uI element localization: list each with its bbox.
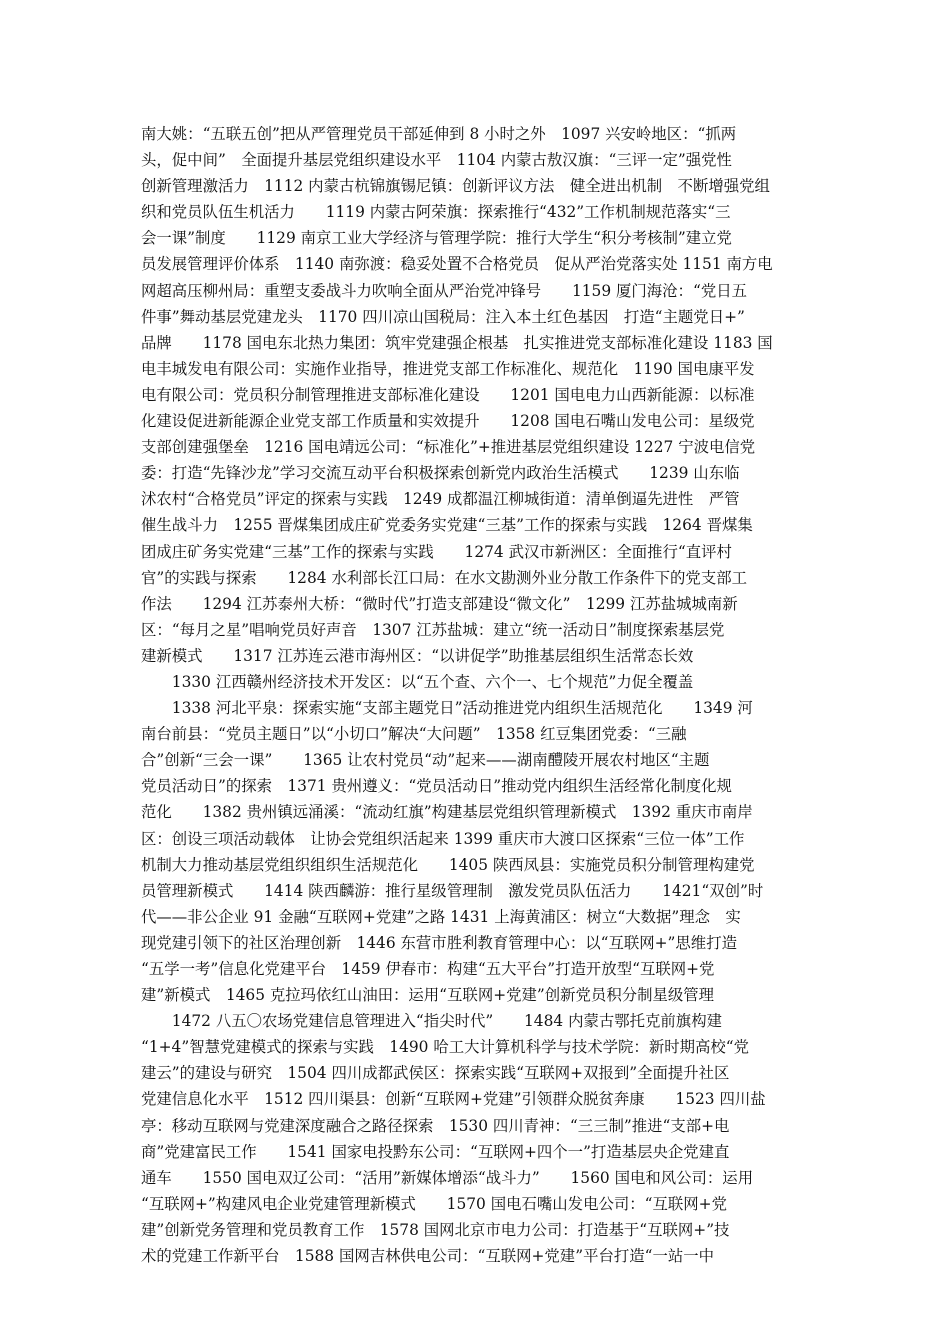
text-line: 品牌 1178 国电东北热力集团：筑牢党建强企根基 扎实推进党支部标准化建设 1183 国 [141,333,773,352]
text-line: 头，促中间” 全面提升基层党组织建设水平 1104 内蒙古敖汉旗：“三评一定”强党性 [141,151,732,170]
text-line: 范化 1382 贵州镇远涌溪：“流动红旗”构建基层党组织管理新模式 1392 重庆市南岸 [141,803,753,822]
text-line: 件事”舞动基层党建龙头 1170 四川凉山国税局：注入本土红色基因 打造“主题党日+” [141,307,745,326]
text-line: 建”创新党务管理和党员教育工作 1578 国网北京市电力公司：打造基于“互联网+”技 [141,1220,730,1239]
text-line: 作法 1294 江苏泰州大桥：“微时代”打造支部建设“微文化” 1299 江苏盐城城南新 [141,594,738,613]
paragraph-3 [141,1008,809,1269]
text-line: 沭农村“合格党员”评定的探索与实践 1249 成都温江柳城街道：清单倒逼先进性 严管 [141,490,740,509]
text-line: 支部创建强堡垒 1216 国电靖远公司：“标准化”+推进基层党组织建设 1227 宁波电信党 [141,438,756,457]
text-line: 党员活动日”的探索 1371 贵州遵义：“党员活动日”推动党内组织生活经常化制度化规 [141,777,732,796]
text-line: 南台前县：“党员主题日”以“小切口”解决“大问题” 1358 红豆集团党委：“三融 [141,725,687,744]
text-line: 建”新模式 1465 克拉玛依红山油田：运用“互联网+党建”创新党员积分制星级管理 [141,986,715,1005]
text-line: 商”党建富民工作 1541 国家电投黔东公司：“互联网+四个一”打造基层央企党建直 [141,1142,730,1161]
text-line: 委：打造“先锋沙龙”学习交流互动平台积极探索创新党内政治生活模式 1239 山东临 [141,464,740,483]
text-line: 催生战斗力 1255 晋煤集团成庄矿党委务实党建“三基”工作的探索与实践 1264 晋煤集 [141,516,753,535]
text-line: “五学一考”信息化党建平台 1459 伊春市：构建“五大平台”打造开放型“互联网+党 [141,960,715,978]
text-line: 电丰城发电有限公司：实施作业指导，推进党支部工作标准化、规范化 1190 国电康平发 [141,359,755,378]
text-line: 合”创新“三会一课” 1365 让农村党员“动”起来——湖南醴陵开展农村地区“主题 [141,751,710,770]
text-line: 1338 河北平泉：探索实施“支部主题党日”活动推进党内组织生活规范化 1349 河 [171,699,753,718]
text-line: 创新管理激活力 1112 内蒙古杭锦旗锡尼镇：创新评议方法 健全进出机制 不断增强党组 [141,177,770,196]
text-line: 网超高压柳州局：重塑支委战斗力吹响全面从严治党冲锋号 1159 厦门海沧：“党日五 [141,281,747,300]
text-line: 电有限公司：党员积分制管理推进支部标准化建设 1201 国电电力山西新能源：以标准 [141,385,755,404]
text-line: 1472 八五〇农场党建信息管理进入“指尖时代” 1484 内蒙古鄂托克前旗构建 [171,1012,722,1031]
text-line: 南大姚：“五联五创”把从严管理党员干部延伸到 8 小时之外 1097 兴安岭地区：“抓两 [141,125,737,143]
text-line: 代——非公企业 91 金融“互联网+党建”之路 1431 上海黄浦区：树立“大数据”理念 实 [141,907,741,926]
text-line: 会一课”制度 1129 南京工业大学经济与管理学院：推行大学生“积分考核制”建立党 [141,229,732,248]
text-line: 建新模式 1317 江苏连云港市海州区：“以讲促学”助推基层组织生活常态长效 [141,646,694,665]
text-line: 1330 江西赣州经济技术开发区：以“五个查、六个一、七个规范”力促全覆盖 [171,672,694,691]
text-line: 区：创设三项活动载体 让协会党组织活起来 1399 重庆市大渡口区探索“三位一体”工作 [141,829,745,848]
text-line: 术的党建工作新平台 1588 国网吉林供电公司：“互联网+党建”平台打造“一站一中 [141,1247,715,1266]
paragraph-2 [141,669,809,1008]
text-line: 团成庄矿务实党建“三基”工作的探索与实践 1274 武汉市新洲区：全面推行“直评村 [141,542,732,561]
text-line: 建云”的建设与研究 1504 四川成都武侯区：探索实践“互联网+双报到”全面提升社区 [141,1064,730,1083]
text-line: 区：“每月之星”唱响党员好声音 1307 江苏盐城：建立“统一活动日”制度探索基层党 [141,620,725,639]
text-line: 亭：移动互联网与党建深度融合之路径探索 1530 四川青神：“三三制”推进“支部+电 [141,1116,730,1135]
text-line: 员发展管理评价体系 1140 南弥渡：稳妥处置不合格党员 促从严治党落实处 1151 南方电 [141,255,773,274]
text-line: 员管理新模式 1414 陕西麟游：推行星级管理制 激发党员队伍活力 1421“双创”时 [141,881,764,900]
text-line: “互联网+”构建风电企业党建管理新模式 1570 国电石嘴山发电公司：“互联网+党 [141,1194,727,1213]
body-text [141,121,809,1269]
paragraph-1 [141,121,809,669]
text-line: 通车 1550 国电双辽公司：“活用”新媒体增添“战斗力” 1560 国电和风公司：运用 [141,1168,754,1187]
text-line: “1+4”智慧党建模式的探索与实践 1490 哈工大计算机科学与技术学院：新时期高校“党 [141,1038,750,1057]
text-line: 化建设促进新能源企业党支部工作质量和实效提升 1208 国电石嘴山发电公司：星级党 [141,412,755,431]
text-line: 现党建引领下的社区治理创新 1446 东营市胜利教育管理中心：以“互联网+”思维打造 [141,933,737,952]
text-line: 织和党员队伍生机活力 1119 内蒙古阿荣旗：探索推行“432”工作机制规范落实“三 [141,203,731,222]
text-line: 机制大力推动基层党组织组织生活规范化 1405 陕西凤县：实施党员积分制管理构建党 [141,855,755,874]
text-line: 官”的实践与探索 1284 水利部长江口局：在水文勘测外业分散工作条件下的党支部工 [141,568,747,587]
text-line: 党建信息化水平 1512 四川渠县：创新“互联网+党建”引领群众脱贫奔康 1523 四川盐 [141,1090,766,1109]
